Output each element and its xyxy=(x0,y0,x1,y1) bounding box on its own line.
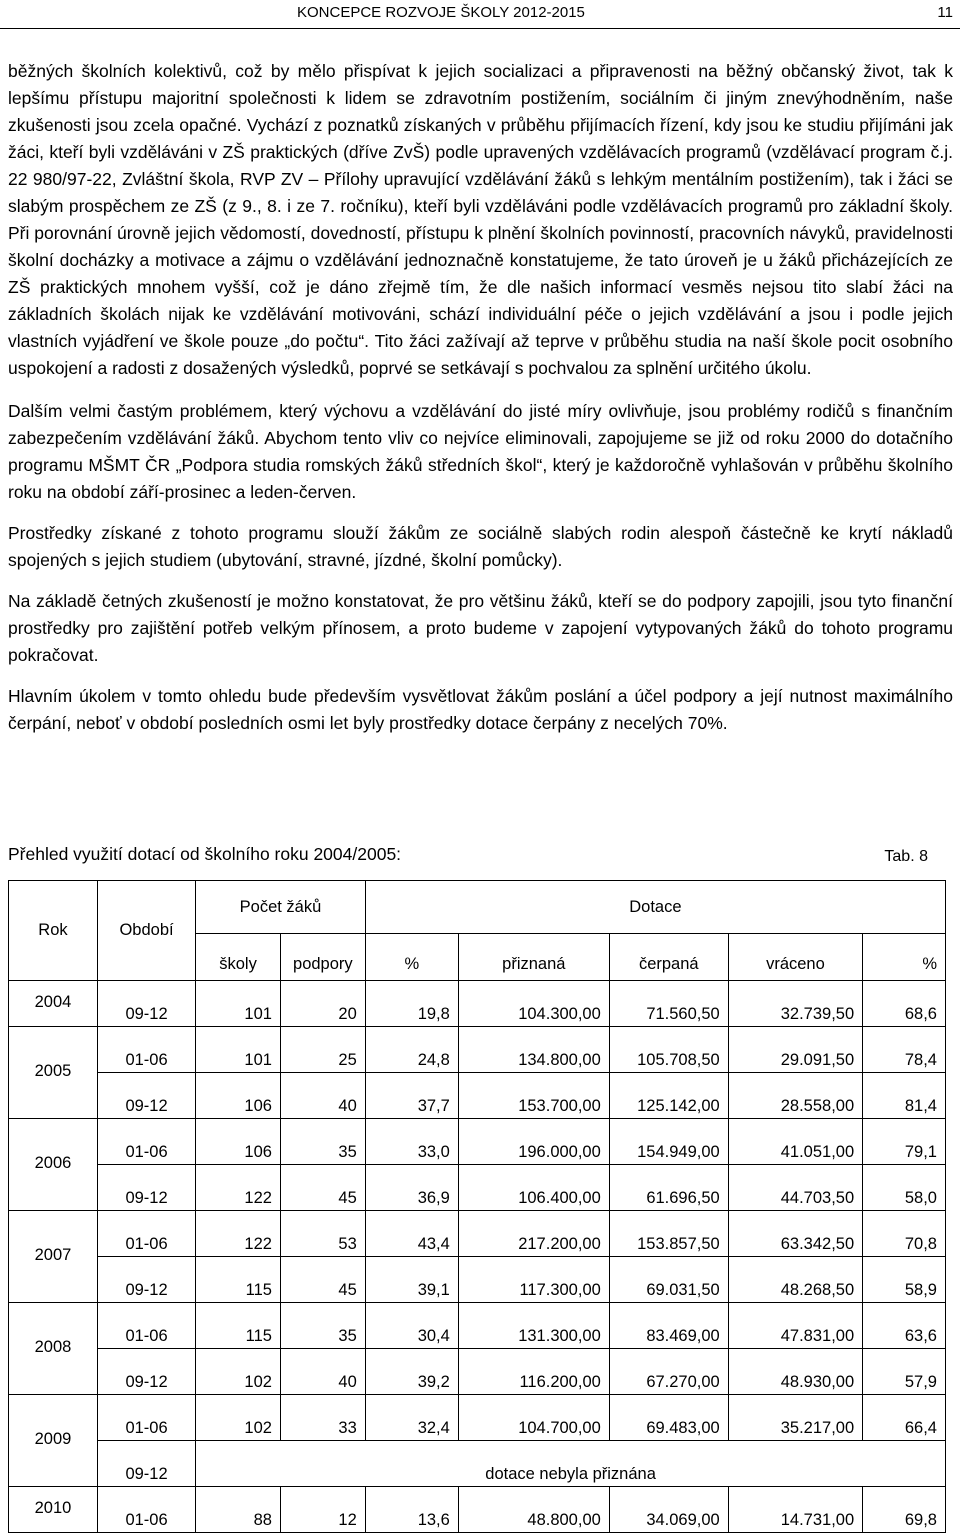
cell: 44.703,50 xyxy=(728,1165,862,1211)
cell: 25 xyxy=(280,1027,365,1073)
body-text xyxy=(8,58,953,751)
cell: 70,8 xyxy=(863,1211,946,1257)
table-number: Tab. 8 xyxy=(884,848,928,865)
table-row xyxy=(9,1257,946,1303)
table-row xyxy=(9,981,946,1027)
cell: 35 xyxy=(280,1303,365,1349)
col-header-skoly: školy xyxy=(196,934,281,981)
not-granted-note: dotace nebyla přiznána xyxy=(196,1441,946,1487)
cell: 32.739,50 xyxy=(728,981,862,1027)
cell: 57,9 xyxy=(863,1349,946,1395)
cell: 30,4 xyxy=(365,1303,458,1349)
cell: 88 xyxy=(196,1487,281,1533)
year-cell: 2006 xyxy=(9,1119,98,1211)
cell: 106 xyxy=(196,1119,281,1165)
cell: 01-06 xyxy=(97,1395,195,1441)
col-header-pct1: % xyxy=(365,934,458,981)
cell: 47.831,00 xyxy=(728,1303,862,1349)
col-header-pct2: % xyxy=(863,934,946,981)
cell: 19,8 xyxy=(365,981,458,1027)
col-header-obdobi: Období xyxy=(97,881,195,981)
cell: 13,6 xyxy=(365,1487,458,1533)
cell: 69,8 xyxy=(863,1487,946,1533)
col-header-cerpana: čerpaná xyxy=(609,934,728,981)
paragraph: Prostředky získané z tohoto programu slouží žákům ze sociálně slabých rodin alespoň částečně ke krytí nákladů spojených s jejich studiem (ubytování, stravné, jízdné, školní pomůcky). xyxy=(8,523,953,570)
cell: 58,0 xyxy=(863,1165,946,1211)
table-row xyxy=(9,1487,946,1533)
col-header-pocet-zaku: Počet žáků xyxy=(196,881,366,934)
cell: 122 xyxy=(196,1165,281,1211)
cell: 34.069,00 xyxy=(609,1487,728,1533)
cell: 37,7 xyxy=(365,1073,458,1119)
cell: 69.483,00 xyxy=(609,1395,728,1441)
cell: 154.949,00 xyxy=(609,1119,728,1165)
cell: 71.560,50 xyxy=(609,981,728,1027)
cell: 68,6 xyxy=(863,981,946,1027)
cell: 115 xyxy=(196,1257,281,1303)
cell: 48.268,50 xyxy=(728,1257,862,1303)
cell: 117.300,00 xyxy=(458,1257,609,1303)
paragraph: Dalším velmi častým problémem, který výchovu a vzdělávání do jisté míry ovlivňuje, jsou problémy rodičů s finančním zabezpečením vzdělávání žáků. Abychom tento vliv co nejvíce eliminovali, zapojujeme se již od roku 2000 do dotačního programu MŠMT ČR „Podpora studia romských žáků středních škol“, který je každoročně vyhlašován v průběhu školního roku na období září-prosinec a leden-červen. xyxy=(8,401,953,502)
cell: 09-12 xyxy=(97,1165,195,1211)
cell: 104.700,00 xyxy=(458,1395,609,1441)
cell: 83.469,00 xyxy=(609,1303,728,1349)
col-header-priznana: přiznaná xyxy=(458,934,609,981)
year-cell: 2010 xyxy=(9,1487,98,1533)
cell: 106 xyxy=(196,1073,281,1119)
cell: 134.800,00 xyxy=(458,1027,609,1073)
cell: 102 xyxy=(196,1395,281,1441)
cell: 39,2 xyxy=(365,1349,458,1395)
cell: 39,1 xyxy=(365,1257,458,1303)
cell: 63.342,50 xyxy=(728,1211,862,1257)
cell: 12 xyxy=(280,1487,365,1533)
cell: 33,0 xyxy=(365,1119,458,1165)
cell: 01-06 xyxy=(97,1211,195,1257)
year-cell: 2009 xyxy=(9,1395,98,1487)
cell: 102 xyxy=(196,1349,281,1395)
cell: 09-12 xyxy=(97,981,195,1027)
cell: 40 xyxy=(280,1349,365,1395)
cell: 104.300,00 xyxy=(458,981,609,1027)
cell: 32,4 xyxy=(365,1395,458,1441)
cell: 116.200,00 xyxy=(458,1349,609,1395)
cell: 14.731,00 xyxy=(728,1487,862,1533)
cell: 131.300,00 xyxy=(458,1303,609,1349)
cell: 106.400,00 xyxy=(458,1165,609,1211)
table-row xyxy=(9,1073,946,1119)
cell: 115 xyxy=(196,1303,281,1349)
cell: 66,4 xyxy=(863,1395,946,1441)
cell: 24,8 xyxy=(365,1027,458,1073)
col-header-rok: Rok xyxy=(9,881,98,981)
paragraph: Hlavním úkolem v tomto ohledu bude především vysvětlovat žákům poslání a účel podpory a její nutnost maximálního čerpání, neboť v období posledních osmi let byly prostředky dotace čerpány z necelých 70%. xyxy=(8,686,953,733)
cell: 196.000,00 xyxy=(458,1119,609,1165)
header-row xyxy=(9,881,946,934)
col-header-vraceno: vráceno xyxy=(728,934,862,981)
cell: 43,4 xyxy=(365,1211,458,1257)
cell: 29.091,50 xyxy=(728,1027,862,1073)
cell: 35 xyxy=(280,1119,365,1165)
page-header xyxy=(0,0,960,29)
cell: 36,9 xyxy=(365,1165,458,1211)
cell: 125.142,00 xyxy=(609,1073,728,1119)
cell: 09-12 xyxy=(97,1073,195,1119)
cell: 28.558,00 xyxy=(728,1073,862,1119)
cell: 69.031,50 xyxy=(609,1257,728,1303)
cell: 45 xyxy=(280,1165,365,1211)
col-header-podpory: podpory xyxy=(280,934,365,981)
cell: 40 xyxy=(280,1073,365,1119)
cell: 01-06 xyxy=(97,1027,195,1073)
year-cell: 2004 xyxy=(9,981,98,1027)
cell: 09-12 xyxy=(97,1441,195,1487)
cell: 63,6 xyxy=(863,1303,946,1349)
table-row xyxy=(9,1165,946,1211)
cell: 53 xyxy=(280,1211,365,1257)
cell: 48.930,00 xyxy=(728,1349,862,1395)
table-row xyxy=(9,1395,946,1441)
table-row xyxy=(9,1441,946,1487)
col-header-dotace: Dotace xyxy=(365,881,945,934)
cell: 35.217,00 xyxy=(728,1395,862,1441)
document-title: KONCEPCE ROZVOJE ŠKOLY 2012-2015 xyxy=(297,4,585,21)
year-cell: 2007 xyxy=(9,1211,98,1303)
table-caption xyxy=(8,841,928,868)
cell: 48.800,00 xyxy=(458,1487,609,1533)
cell: 20 xyxy=(280,981,365,1027)
cell: 09-12 xyxy=(97,1349,195,1395)
cell: 67.270,00 xyxy=(609,1349,728,1395)
cell: 78,4 xyxy=(863,1027,946,1073)
paragraph: běžných školních kolektivů, což by mělo přispívat k jejich socializaci a připravenosti na běžný občanský život, tak k lepšímu přístupu majoritní společnosti k lidem se zdravotním postižením, sociálním či jiným znevýhodněním, naše zkušenosti jsou zcela opačné. Vychází z poznatků získaných v průběhu přijímacích řízení, kdy jsou ke studiu přijímáni jak žáci, kteří byli vzděláváni v ZŠ praktických (dříve ZvŠ) podle upravených vzdělávacích programů (vzdělávací program č.j. 22 980/97-22, Zvláštní škola, RVP ZV – Přílohy upravující vzdělávání žáků s lehkým mentálním postižením), tak i žáci se slabým prospěchem ze ZŠ (z 9., 8. i ze 7. ročníku), kteří byli vzděláváni podle vzdělávacích programů pro základní školy. Při porovnání úrovně jejich vědomostí, dovedností, přístupu k plnění školních povinností, pracovních návyků, pravidelnosti školní docházky a motivace a zájmu o vzdělávání jednoznačně konstatujeme, že tato úroveň je u žáků přicházejících ze ZŠ praktických mnohem vyšší, což je dáno zřejmě tím, že dle našich informací vesměs nejsou tito slabí žáci na základních školách nijak ke vzdělávání motivováni, schází individuální péče o jejich vzdělávání a jsou i podle jejich vlastních vyjádření ve škole pouze „do počtu“. Tito žáci zažívají až teprve v průběhu studia na naší škole pocit osobního uspokojení a radosti z dosažených výsledků, poprvé se setkávají s pochvalou za splnění určitého úkolu. xyxy=(8,61,953,378)
cell: 81,4 xyxy=(863,1073,946,1119)
table-row xyxy=(9,1027,946,1073)
cell: 33 xyxy=(280,1395,365,1441)
cell: 105.708,50 xyxy=(609,1027,728,1073)
year-cell: 2005 xyxy=(9,1027,98,1119)
cell: 41.051,00 xyxy=(728,1119,862,1165)
cell: 122 xyxy=(196,1211,281,1257)
table-row xyxy=(9,1303,946,1349)
table-row xyxy=(9,1211,946,1257)
cell: 01-06 xyxy=(97,1487,195,1533)
cell: 01-06 xyxy=(97,1119,195,1165)
cell: 61.696,50 xyxy=(609,1165,728,1211)
table-row xyxy=(9,1349,946,1395)
cell: 58,9 xyxy=(863,1257,946,1303)
cell: 45 xyxy=(280,1257,365,1303)
caption-text: Přehled využití dotací od školního roku 2004/2005: xyxy=(8,844,402,864)
cell: 79,1 xyxy=(863,1119,946,1165)
cell: 153.857,50 xyxy=(609,1211,728,1257)
cell: 101 xyxy=(196,981,281,1027)
cell: 09-12 xyxy=(97,1257,195,1303)
year-cell: 2008 xyxy=(9,1303,98,1395)
cell: 217.200,00 xyxy=(458,1211,609,1257)
cell: 01-06 xyxy=(97,1303,195,1349)
cell: 101 xyxy=(196,1027,281,1073)
table-row xyxy=(9,1119,946,1165)
page-number: 11 xyxy=(937,4,953,21)
subsidy-table xyxy=(8,880,946,1533)
cell: 153.700,00 xyxy=(458,1073,609,1119)
paragraph: Na základě četných zkušeností je možno konstatovat, že pro většinu žáků, kteří se do podpory zapojili, jsou tyto finanční prostředky pro zajištění potřeb velkým přínosem, a proto budeme v zapojení vytypovaných žáků do tohoto programu pokračovat. xyxy=(8,591,953,665)
